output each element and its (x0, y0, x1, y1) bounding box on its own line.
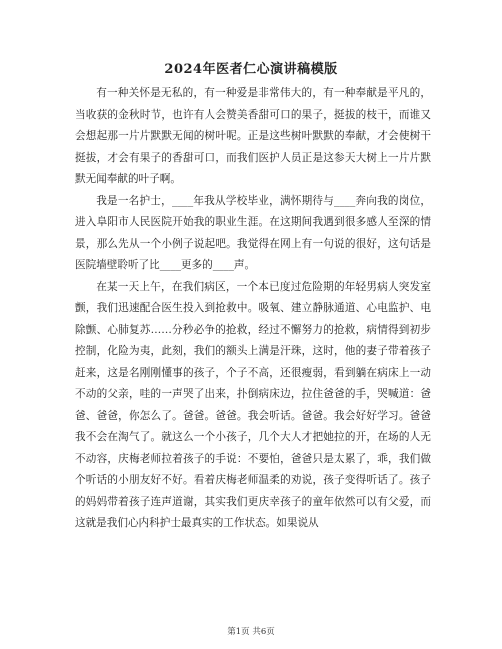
document-body (75, 83, 431, 535)
paragraph: 在某一天上午，在我们病区，一个本已度过危险期的年轻男病人突发室颤，我们迅速配合医生投入到抢救中。吸氧、建立静脉通道、心电监护、电除颤、心肺复苏……分秒必争的抢救，经过不懈努力的抢救，病情得到初步控制，化险为夷，此刻，我们的额头上满是汗珠，这时，他的妻子带着孩子赶来，这是名刚刚懂事的孩子，个子不高，还很瘦弱，看到躺在病床上一动不动的父亲，哇的一声哭了出来，扑倒病床边，拉住爸爸的手，哭喊道：爸爸、爸爸，你怎么了。爸爸。爸爸。我会听话。爸爸。我会好好学习。爸爸我不会在淘气了。就这么一个小孩子，几个大人才把她拉的开，在场的人无不动容，庆梅老师拉着孩子的手说：不要怕，爸爸只是太累了，乖，我们做个听话的小朋友好不好。看着庆梅老师温柔的劝说，孩子变得听话了。孩子的妈妈带着孩子连声道谢，其实我们更庆幸孩子的童年依然可以有父爱，而这就是我们心内科护士最真实的工作状态。如果说从 (75, 280, 431, 529)
document-title: 2024年医者仁心演讲稿模版 (164, 62, 338, 77)
paragraph: 有一种关怀是无私的，有一种爱是非常伟大的，有一种奉献是平凡的，当收获的金秋时节，也许有人会赞美香甜可口的果子，挺拔的枝干，而谁又会想起那一片片默默无闻的树叶呢。正是这些树叶默默的奉献，才会使树干挺拔，才会有果子的香甜可口，而我们医护人员正是这参天大树上一片片默默无闻奉献的叶子啊。 (75, 87, 431, 185)
paragraph: 我是一名护士，____年我从学校毕业，满怀期待与____奔向我的岗位，进入阜阳市人民医院开始我的职业生涯。在这期间我遇到很多感人至深的情景，那么先从一个小例子说起吧。我觉得在网上有一句说的很好，这句话是医院墙壁聆听了比____更多的____声。 (75, 194, 431, 271)
page-number-footer: 第1页 共6页 (227, 627, 275, 637)
